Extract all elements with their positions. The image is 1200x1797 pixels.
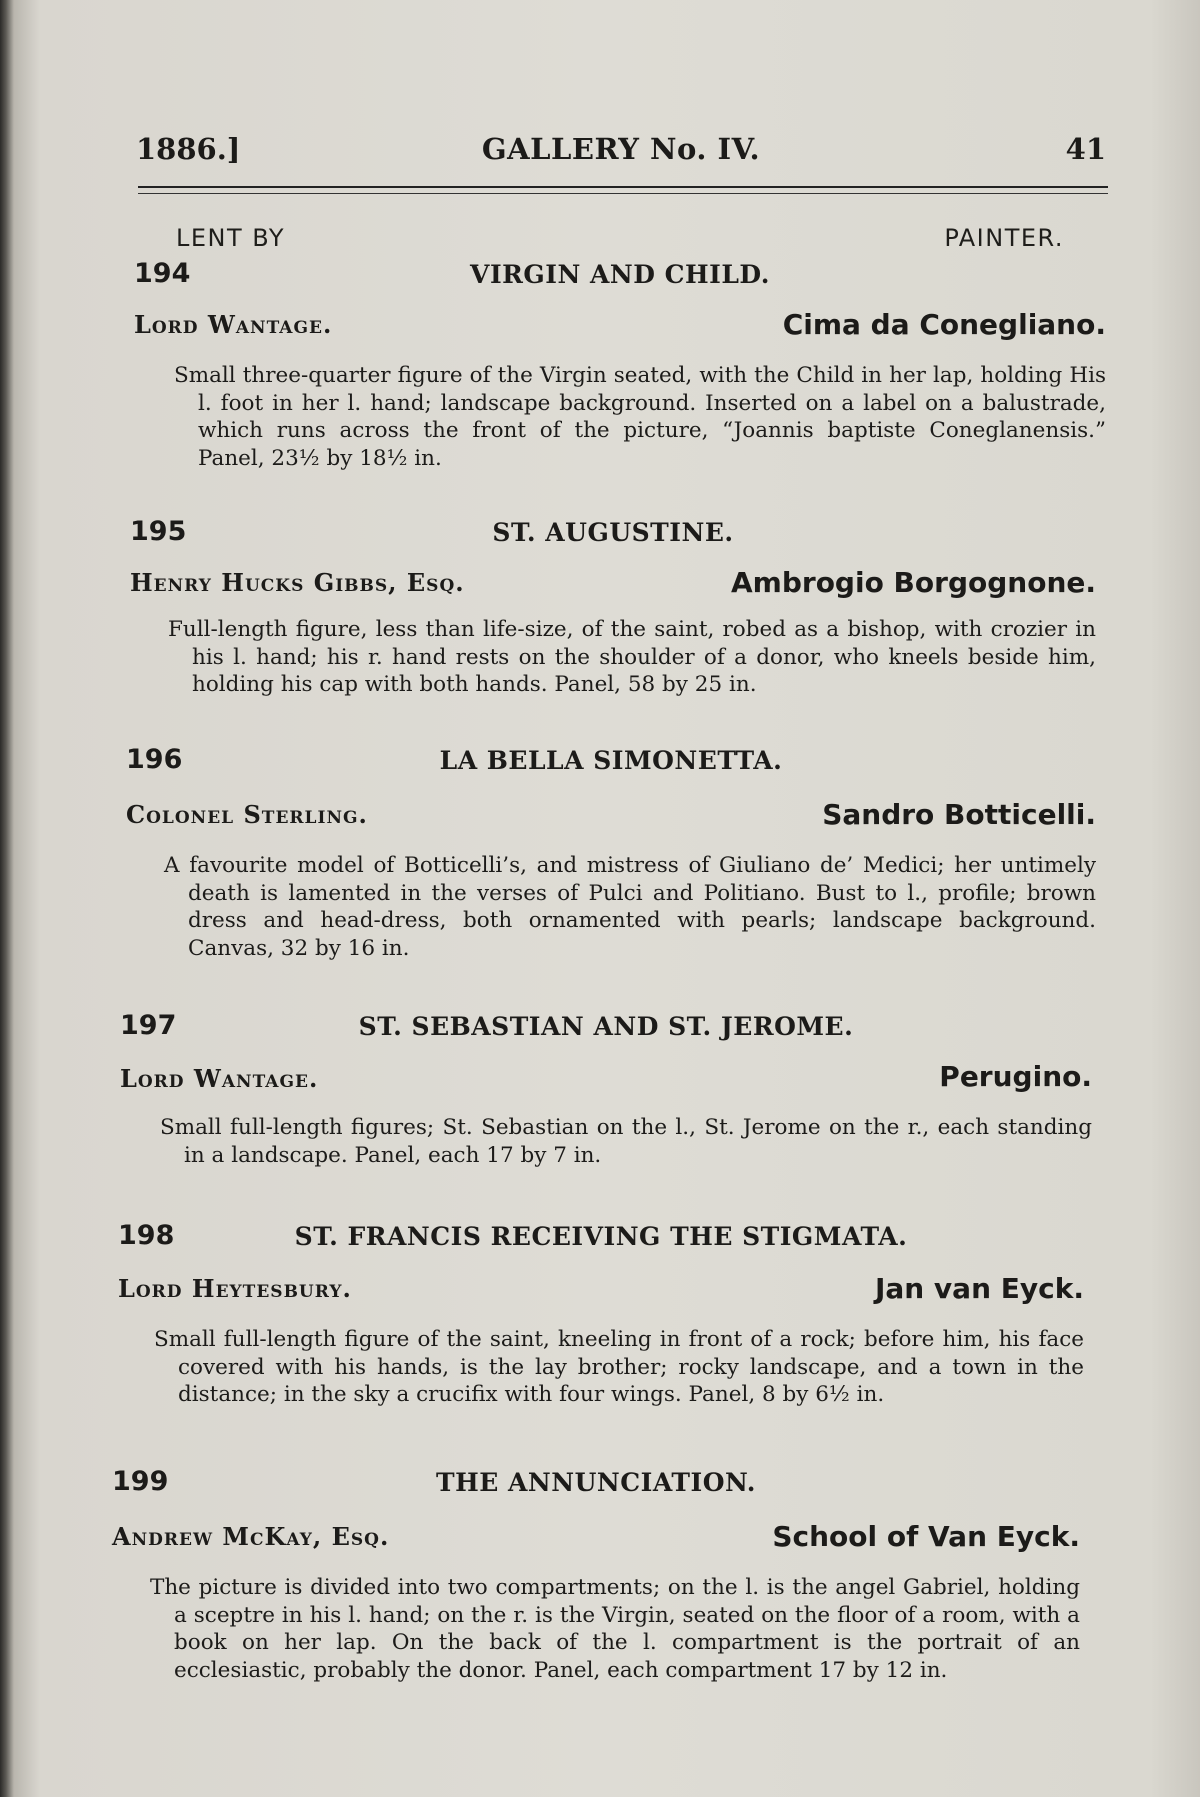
column-head-painter: PAINTER.	[944, 224, 1064, 252]
entry-description: The picture is divided into two compartments; on the l. is the angel Gabriel, holding a sceptre in his l. hand; on the r. is the Virgin, seated on the floor of a room, with a book on her lap. On the back of the l. compartment is the portrait of an ecclesiastic, probably the donor. Panel, each compartment 17 by 12 in.	[150, 1575, 1080, 1683]
catalogue-entry-199	[112, 1466, 1080, 1736]
catalogue-entry-196	[126, 744, 1096, 974]
entry-painter: Jan van Eyck.	[874, 1272, 1084, 1305]
entry-lender: Colonel Sterling.	[126, 800, 368, 829]
header-title: GALLERY No. IV.	[481, 132, 761, 166]
entry-description: Full-length figure, less than life-size, of the saint, robed as a bishop, with crozier in his l. hand; his r. hand rests on the shoulder of a donor, who kneels beside him, holding his cap with both hands. Panel, 58 by 25 in.	[168, 617, 1096, 697]
entry-title: ST. FRANCIS RECEIVING THE STIGMATA.	[294, 1222, 908, 1251]
entry-title: ST. AUGUSTINE.	[492, 518, 734, 547]
entry-title: ST. SEBASTIAN AND ST. JEROME.	[358, 1012, 854, 1041]
header-year: 1886.]	[136, 132, 241, 166]
catalogue-entry-198	[118, 1220, 1084, 1450]
entry-number: 196	[126, 744, 183, 775]
catalogue-entry-195	[130, 516, 1096, 716]
entry-number: 199	[112, 1466, 169, 1497]
entry-lender: Andrew McKay, Esq.	[112, 1522, 390, 1551]
entry-number: 195	[130, 516, 187, 547]
entry-lender: Lord Wantage.	[134, 310, 333, 339]
entry-painter: School of Van Eyck.	[772, 1520, 1080, 1553]
entry-title: THE ANNUNCIATION.	[436, 1468, 756, 1497]
page-number: 41	[1065, 132, 1106, 166]
entry-lender: Lord Wantage.	[120, 1064, 319, 1093]
entry-description: Small full-length figure of the saint, kneeling in front of a rock; before him, his face covered with his hands, is the lay brother; rocky landscape, and a town in the distance; in the sky a crucifix with four wings. Panel, 8 by 6½ in.	[154, 1327, 1084, 1407]
entry-description: Small three-quarter figure of the Virgin seated, with the Child in her lap, holding His l. foot in her l. hand; landscape background. Inserted on a label on a balustrade, which runs across the front of the picture, “Joannis baptiste Coneglanensis.” Panel, 23½ by 18½ in.	[174, 363, 1106, 471]
entry-number: 198	[118, 1220, 175, 1251]
entry-description: Small full-length figures; St. Sebastian on the l., St. Jerome on the r., each standing in a landscape. Panel, each 17 by 7 in.	[160, 1115, 1092, 1168]
entry-description: A favourite model of Botticelli’s, and mistress of Giuliano de’ Medici; her untimely death is lamented in the verses of Pulci and Politiano. Bust to l., profile; brown dress and head-dress, both ornamented with pearls; landscape background. Canvas, 32 by 16 in.	[164, 853, 1096, 961]
entry-title: LA BELLA SIMONETTA.	[439, 746, 783, 775]
entry-lender: Henry Hucks Gibbs, Esq.	[130, 568, 465, 597]
entry-lender: Lord Heytesbury.	[118, 1274, 352, 1303]
entry-title: VIRGIN AND CHILD.	[470, 260, 770, 289]
entry-painter: Cima da Conegliano.	[782, 308, 1106, 341]
catalogue-entry-197	[120, 1010, 1092, 1168]
entry-number: 197	[120, 1010, 177, 1041]
entry-painter: Sandro Botticelli.	[822, 798, 1096, 831]
catalogue-entry-194	[134, 258, 1106, 498]
header-rule-thick	[138, 186, 1108, 188]
header-rule-thin	[138, 193, 1108, 194]
column-head-lent-by: LENT BY	[176, 224, 286, 252]
running-header	[136, 132, 1106, 176]
entry-painter: Ambrogio Borgognone.	[731, 566, 1096, 599]
entry-number: 194	[134, 258, 191, 289]
entry-painter: Perugino.	[939, 1060, 1092, 1093]
